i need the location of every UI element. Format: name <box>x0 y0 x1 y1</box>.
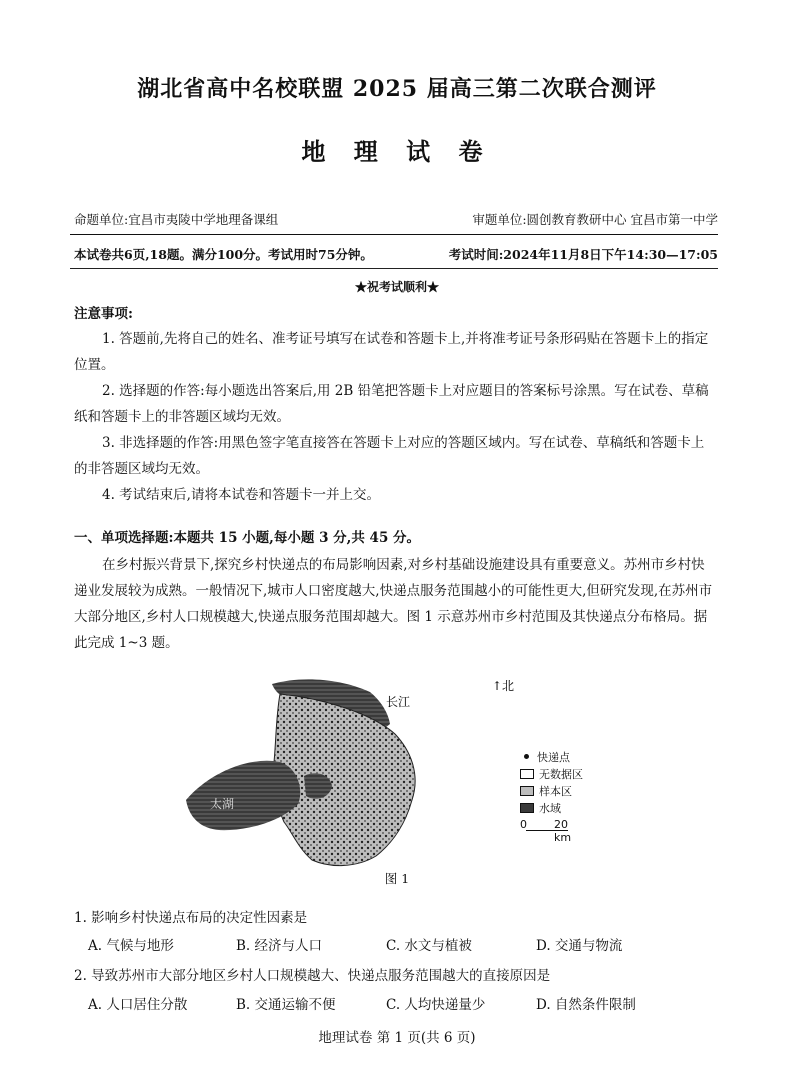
exam-time: 考试时间:2024年11月8日下午14:30—17:05 <box>448 247 718 262</box>
question-1-stem: 1. 影响乡村快递点布局的决定性因素是 <box>74 910 308 926</box>
wish-text: ★祝考试顺利★ <box>354 280 439 294</box>
water-swatch-icon <box>520 803 534 813</box>
map-legend <box>520 748 583 844</box>
notice-item-2: 2. 选择题的作答:每小题选出答案后,用 2B 铅笔把答题卡上对应题目的答案标号涂黑。写在试卷、草稿纸和答题卡上的非答题区域均无效。 <box>74 383 709 425</box>
legend-label: 快递点 <box>537 750 570 764</box>
scale-label: 20 km <box>554 818 572 844</box>
scale-zero: 0 <box>520 818 527 831</box>
exam-summary: 本试卷共6页,18题。满分100分。考试用时75分钟。 <box>74 247 373 262</box>
reviewer-unit: 审题单位:圆创教育教研中心 宜昌市第一中学 <box>472 212 718 227</box>
divider-top <box>70 234 718 235</box>
section-heading: 一、单项选择题:本题共 15 小题,每小题 3 分,共 45 分。 <box>74 530 421 546</box>
q1-option-a: A. 气候与地形 <box>88 938 174 954</box>
legend-no-data <box>520 765 583 782</box>
sample-swatch-icon <box>520 786 534 796</box>
river-label: 长江 <box>386 695 411 709</box>
notice-item-4: 4. 考试结束后,请将本试卷和答题卡一并上交。 <box>102 487 380 503</box>
q2-option-c: C. 人均快递量少 <box>386 997 486 1013</box>
express-point-icon <box>524 754 529 759</box>
q1-option-d: D. 交通与物流 <box>536 938 623 954</box>
q1-option-b: B. 经济与人口 <box>236 938 323 954</box>
exam-title: 湖北省高中名校联盟 2025 届高三第二次联合测评 <box>137 76 657 102</box>
north-arrow: ↑北 <box>492 679 515 693</box>
divider-bottom <box>70 268 718 269</box>
figure-caption: 图 1 <box>384 871 410 886</box>
notice-item-1: 1. 答题前,先将自己的姓名、准考证号填写在试卷和答题卡上,并将准考证号条形码贴在答题卡上的指定位置。 <box>74 331 709 373</box>
q2-option-d: D. 自然条件限制 <box>536 997 636 1013</box>
proposer-unit: 命题单位:宜昌市夷陵中学地理备课组 <box>74 212 279 227</box>
q2-option-b: B. 交通运输不便 <box>236 997 336 1013</box>
q2-option-a: A. 人口居住分散 <box>88 997 188 1013</box>
legend-label: 样本区 <box>539 784 572 798</box>
no-data-swatch-icon <box>520 769 534 779</box>
lake-label: 太湖 <box>210 797 235 811</box>
notice-item-3: 3. 非选择题的作答:用黑色签字笔直接答在答题卡上对应的答题区域内。写在试卷、草稿纸和答题卡上的非答题区域均无效。 <box>74 435 705 477</box>
passage-text: 在乡村振兴背景下,探究乡村快递点的布局影响因素,对乡村基础设施建设具有重要意义。苏州市乡村快递业发展较为成熟。一般情况下,城市人口密度越大,快递点服务范围越小的可能性更大,但研究发现,在苏州市大部分地区,乡村人口规模越大,快递点服务范围却越大。图 1 示意苏州市乡村范围及其快递点分布格局。据此完成 1~3 题。 <box>74 557 713 651</box>
legend-label: 水域 <box>539 801 561 815</box>
page-footer: 地理试卷 第 1 页(共 6 页) <box>318 1030 476 1046</box>
legend-label: 无数据区 <box>539 767 583 781</box>
legend-express-point <box>520 748 583 765</box>
legend-sample-area <box>520 782 583 799</box>
scale-bar <box>520 818 583 844</box>
notice-heading: 注意事项: <box>74 306 133 322</box>
subject-title: 地 理 试 卷 <box>301 137 493 166</box>
question-2-stem: 2. 导致苏州市大部分地区乡村人口规模越大、快递点服务范围越大的直接原因是 <box>74 968 551 984</box>
legend-water <box>520 799 583 816</box>
q1-option-c: C. 水文与植被 <box>386 938 472 954</box>
